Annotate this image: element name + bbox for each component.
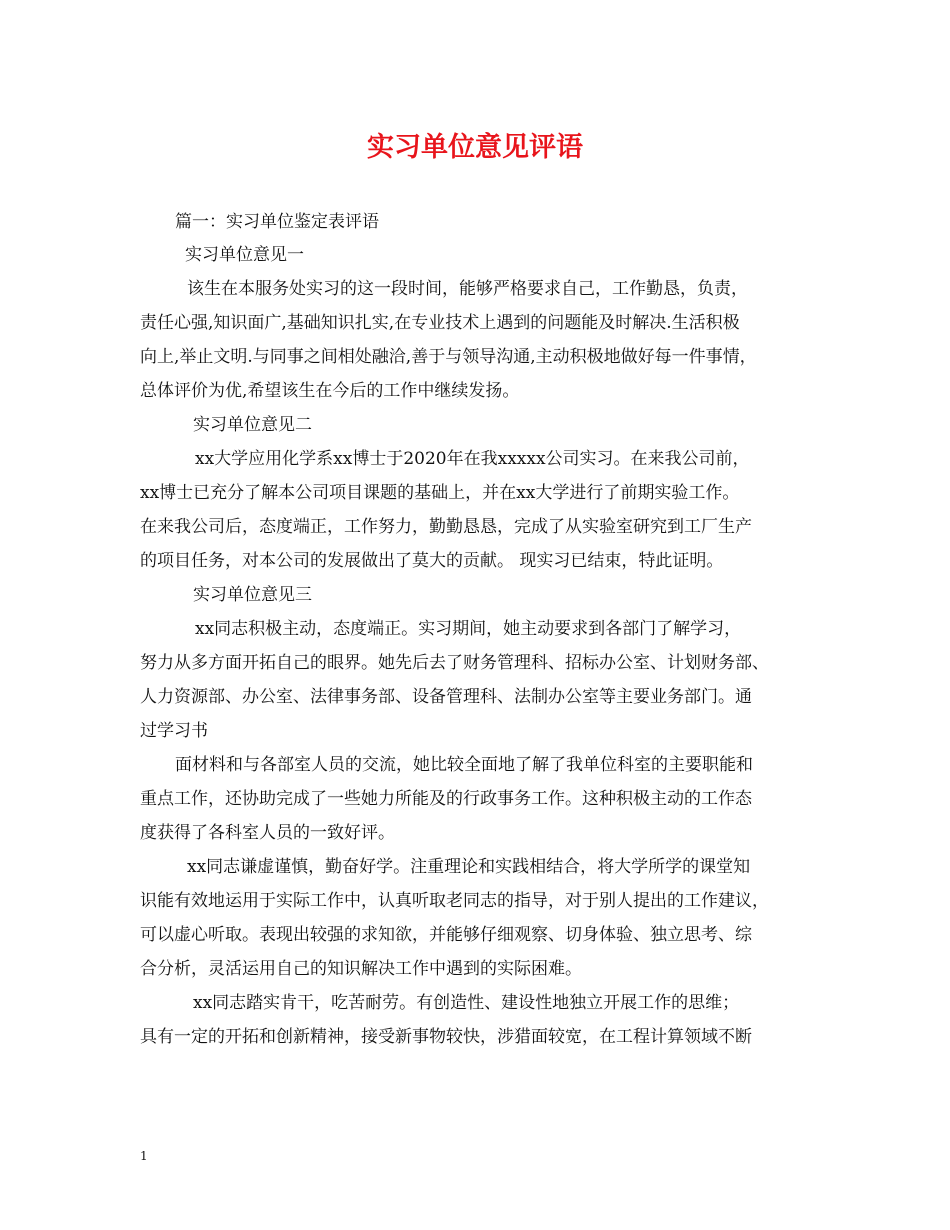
paragraph-line: 努力从多方面开拓自己的眼界。她先后去了财务管理科、招标办公室、计划财务部、 [140, 653, 769, 673]
paragraph-line: 重点工作，还协助完成了一些她力所能及的行政事务工作。这种积极主动的工作态 [140, 789, 752, 809]
paragraph-line: 人力资源部、办公室、法律事务部、设备管理科、法制办公室等主要业务部门。通 [140, 687, 752, 707]
section-heading: 篇一：实习单位鉴定表评语 [175, 212, 379, 232]
paragraph-line: 在来我公司后，态度端正，工作努力，勤勤恳恳，完成了从实验室研究到工厂生产 [140, 517, 752, 537]
paragraph-line: 合分析，灵活运用自己的知识解决工作中遇到的实际困难。 [140, 959, 582, 979]
paragraph-line: 具有一定的开拓和创新精神，接受新事物较快，涉猎面较宽，在工程计算领域不断 [140, 1027, 752, 1047]
paragraph-line: 可以虚心听取。表现出较强的求知欲，并能够仔细观察、切身体验、独立思考、综 [140, 925, 752, 945]
paragraph-line: 过学习书 [140, 721, 208, 741]
paragraph-line: 责任心强,知识面广,基础知识扎实,在专业技术上遇到的问题能及时解决.生活积极 [140, 313, 740, 333]
paragraph-line: 向上,举止文明.与同事之间相处融洽,善于与领导沟通,主动积极地做好每一件事情， [140, 347, 757, 367]
paragraph-line: 面材料和与各部室人员的交流，她比较全面地了解了我单位科室的主要职能和 [175, 755, 753, 775]
paragraph-line: xx大学应用化学系xx博士于2020年在我xxxxx公司实习。在来我公司前， [195, 449, 750, 469]
paragraph-line: xx同志踏实肯干，吃苦耐劳。有创造性、建设性地独立开展工作的思维； [193, 993, 740, 1013]
paragraph-line: xx同志谦虚谨慎，勤奋好学。注重理论和实践相结合，将大学所学的课堂知 [187, 857, 751, 877]
page-number: 1 [140, 1149, 148, 1163]
document-title: 实习单位意见评语 [367, 132, 583, 163]
paragraph-line: 该生在本服务处实习的这一段时间，能够严格要求自己，工作勤恳，负责， [187, 279, 748, 299]
paragraph-line: 的项目任务，对本公司的发展做出了莫大的贡献。 现实习已结束，特此证明。 [140, 551, 724, 571]
subsection-heading: 实习单位意见二 [193, 415, 312, 435]
paragraph-line: xx同志积极主动，态度端正。实习期间，她主动要求到各部门了解学习， [195, 619, 742, 639]
subsection-heading: 实习单位意见三 [193, 585, 312, 605]
paragraph-line: 总体评价为优,希望该生在今后的工作中继续发扬。 [140, 381, 520, 401]
paragraph-line: xx博士已充分了解本公司项目课题的基础上，并在xx大学进行了前期实验工作。 [140, 483, 740, 503]
paragraph-line: 度获得了各科室人员的一致好评。 [140, 823, 395, 843]
subsection-heading: 实习单位意见一 [185, 245, 304, 265]
paragraph-line: 识能有效地运用于实际工作中，认真听取老同志的指导，对于别人提出的工作建议， [140, 891, 769, 911]
